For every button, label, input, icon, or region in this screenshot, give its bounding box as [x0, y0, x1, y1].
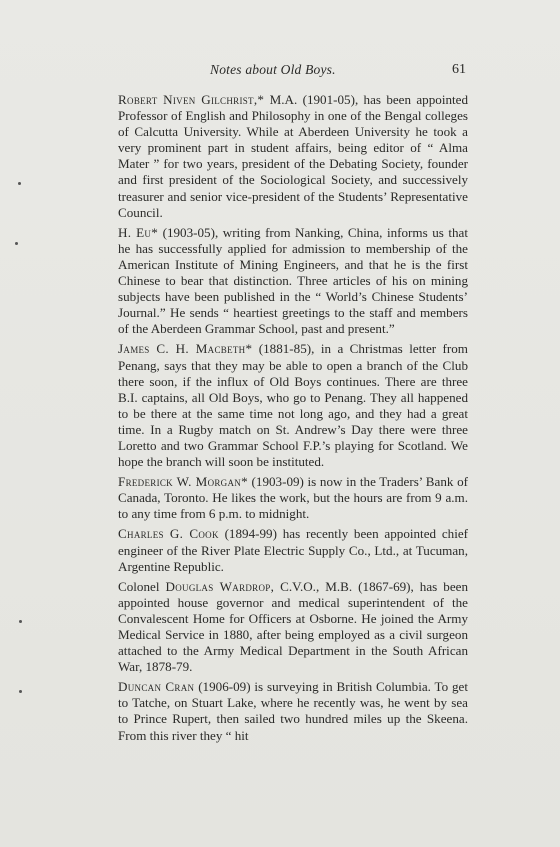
paragraph-wardrop [118, 579, 468, 676]
paragraph-text: (1894-99) has recently been appointed chief engineer of the River Plate Electric Supply Co., Ltd., at Tucuman, Argentine Republic. [118, 526, 469, 574]
margin-speck [18, 182, 21, 185]
paragraph-gilchrist [118, 92, 468, 221]
person-name: Charles G. Cook [118, 526, 219, 542]
person-name: James C. H. Macbeth* [118, 341, 253, 357]
paragraph-cran [118, 679, 468, 743]
margin-speck [15, 242, 18, 245]
person-name: Robert Niven Gilchrist,* [118, 92, 265, 107]
paragraph-text: (1906-09) is surveying in British Columbia. To get to Tatche, on Stuart Lake, where he recently was, he went by sea to Prince Rupert, then sailed two hundred miles up the Skeena. From this river they “ hit [118, 679, 468, 743]
running-header [118, 62, 468, 82]
person-name: Frederick W. Morgan* [118, 474, 248, 490]
name-prefix: Colonel [118, 578, 166, 594]
margin-speck [19, 620, 22, 623]
page-number: 61 [452, 62, 466, 77]
paragraph-macbeth [118, 341, 468, 470]
paragraph-morgan [118, 474, 468, 522]
paragraph-text: (1903-05), writing from Nanking, China, informs us that he has successfully applied for admission to membership of the American Institute of Mining Engineers, and that he is the first Chinese to bear that distinction. Three articles of his on mining subjects have been published in the “ World’s Chinese Students’ Journal.” He sends “ heartiest greetings to the staff and members of the Aberdeen Grammar School, past and present.” [118, 224, 468, 337]
person-name: Duncan Cran [118, 679, 195, 695]
paragraph-text: (1903-09) is now in the Traders’ Bank of Canada, Toronto. He likes the work, but the hours are from 9 a.m. to any time from 6 p.m. to midnight. [118, 474, 468, 522]
person-name: H. Eu* [118, 224, 159, 240]
paragraph-eu [118, 225, 468, 338]
paragraph-cook [118, 526, 468, 574]
person-name: Douglas Wardrop, [165, 578, 275, 594]
body-text [118, 92, 468, 748]
paragraph-text: (1881-85), in a Christmas letter from Penang, says that they may be able to open a branch of the Club there soon, if the influx of Old Boys continues. There are three B.I. captains, all Old Boys, who go to Penang. They all happened to be there at the same time not long ago, and they had a great time. In a Rugby match on St. Andrew’s Day there were three Loretto and two Grammar School F.P.’s playing for Scotland. We hope the branch will soon be instituted. [118, 341, 468, 470]
paragraph-text: M.A. (1901-05), has been appointed Professor of English and Philosophy in one of the Bengal colleges of Calcutta University. While at Aberdeen University he took a very prominent part in student affairs, being editor of “ Alma Mater ” for two years, president of the Debating Society, founder and first president of the Sociological Society, and successively treasurer and senior vice-president of the Students’ Representative Council. [118, 92, 469, 220]
margin-speck [19, 690, 22, 693]
paragraph-text: C.V.O., M.B. (1867-69), has been appointed house governor and medical superintendent of the Convalescent Home for Officers at Osborne. He joined the Army Medical Service in 1880, after being employed as a civil surgeon attached to the Army Medical Department in the South African War, 1878-79. [118, 578, 468, 675]
running-title: Notes about Old Boys. [210, 62, 336, 77]
